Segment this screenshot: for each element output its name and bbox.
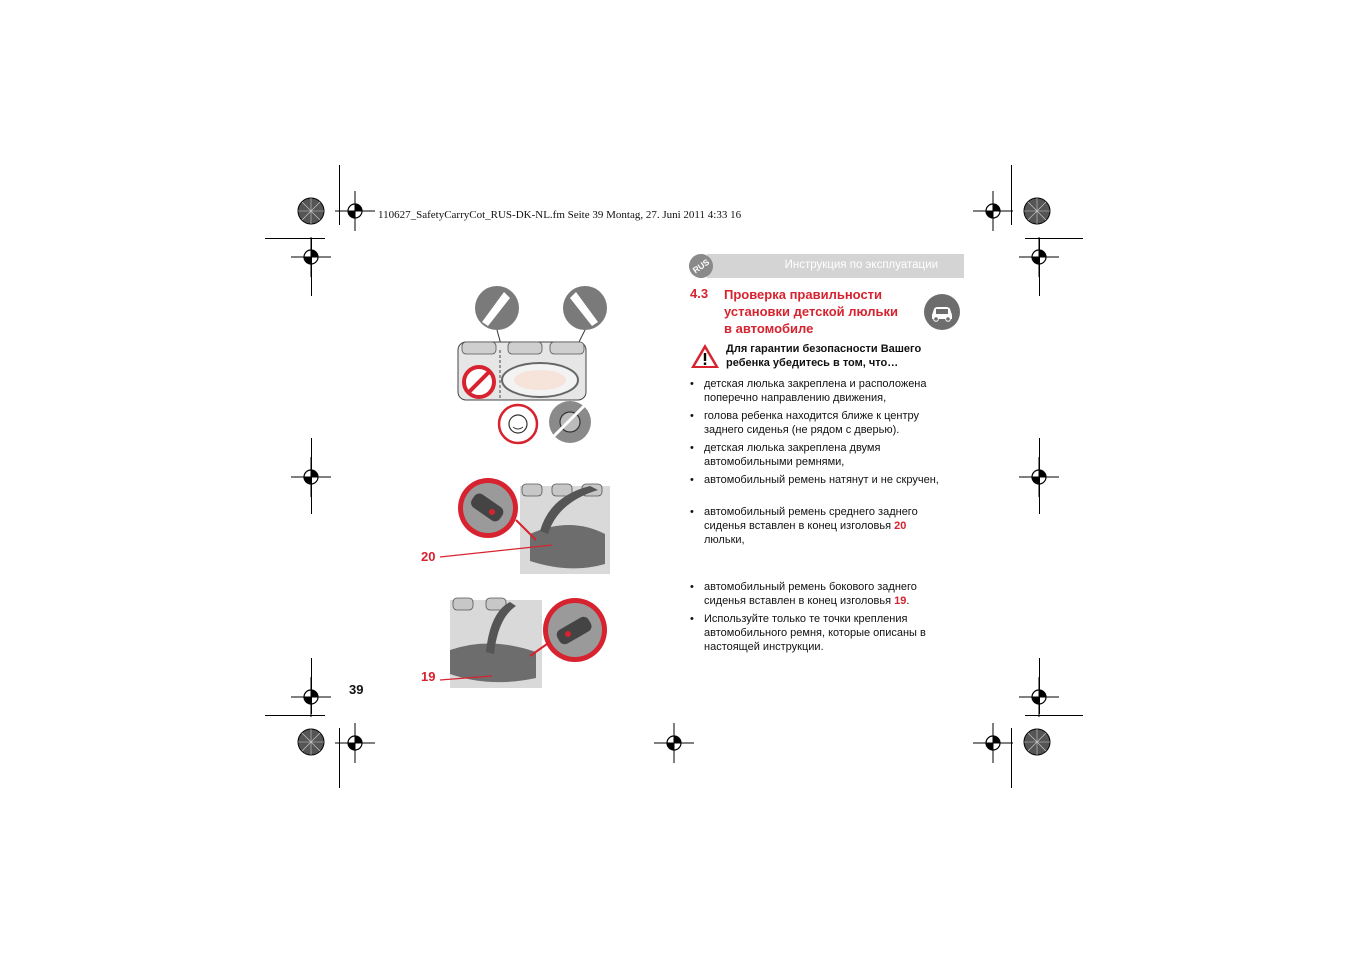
list-item-line: заднего сиденья (не рядом с дверью). xyxy=(704,424,900,436)
list-item-text: сиденья вставлен в конец изголовья xyxy=(704,520,895,532)
bullet-marker: • xyxy=(690,506,694,518)
list-item-line: голова ребенка находится ближе к центру xyxy=(704,410,920,422)
section-title-line: в автомобиле xyxy=(724,321,814,336)
running-header xyxy=(707,254,964,278)
list-item-line: люльки, xyxy=(704,534,745,546)
list-item-line: автомобильного ремня, которые описаны в xyxy=(704,627,926,639)
language-badge: RUS xyxy=(684,249,717,282)
page-number: 39 xyxy=(349,682,364,697)
warning-line: Для гарантии безопасности Вашего xyxy=(726,343,922,355)
list-item xyxy=(690,505,960,547)
list-item-line: детская люлька закреплена и расположена xyxy=(704,378,927,390)
list-item-line: Используйте только те точки крепления xyxy=(704,613,908,625)
car-icon xyxy=(924,294,960,330)
callout-label-19: 19 xyxy=(421,669,436,684)
warning-line: ребенка убедитесь в том, что… xyxy=(726,357,899,369)
list-item-line xyxy=(704,519,960,533)
list-item xyxy=(690,441,960,469)
warning-text xyxy=(726,342,956,370)
part-reference-20: 20 xyxy=(894,520,907,532)
rear-seat-orientation-illustration xyxy=(452,284,612,449)
list-item-line: детская люлька закреплена двумя xyxy=(704,442,881,454)
part-reference-19: 19 xyxy=(894,595,907,607)
list-item xyxy=(690,473,960,487)
section-title-line: установки детской люльки xyxy=(724,304,899,319)
list-item-line xyxy=(704,594,960,608)
list-item-line: автомобильный ремень натянут и не скручен, xyxy=(704,474,939,486)
bullet-marker: • xyxy=(690,378,694,390)
bullet-marker: • xyxy=(690,410,694,422)
list-item-line: автомобильный ремень бокового заднего xyxy=(704,581,917,593)
section-number: 4.3 xyxy=(690,286,709,301)
list-item-line: настоящей инструкции. xyxy=(704,641,824,653)
list-item-line: поперечно направлению движения, xyxy=(704,392,887,404)
list-item xyxy=(690,612,960,654)
list-item-line: автомобильными ремнями, xyxy=(704,456,845,468)
warning-icon xyxy=(690,343,720,374)
file-info-line: 110627_SafetyCarryCot_RUS-DK-NL.fm Seite 39 Montag, 27. Juni 2011 4:33 16 xyxy=(378,209,742,221)
bullet-marker: • xyxy=(690,613,694,625)
list-item-line: автомобильный ремень среднего заднего xyxy=(704,506,918,518)
callout-line-19 xyxy=(440,674,500,686)
header-title: Инструкция по эксплуатации xyxy=(784,259,938,271)
list-item xyxy=(690,580,960,608)
bullet-marker: • xyxy=(690,581,694,593)
callout-label-20: 20 xyxy=(421,549,436,564)
callout-line-20 xyxy=(440,543,560,563)
list-item xyxy=(690,377,960,405)
section-title xyxy=(724,286,924,337)
list-item-text: сиденья вставлен в конец изголовья xyxy=(704,595,895,607)
section-title-line: Проверка правильности xyxy=(724,287,883,302)
list-item-text: . xyxy=(906,595,910,607)
bullet-marker: • xyxy=(690,442,694,454)
bullet-marker: • xyxy=(690,474,694,486)
list-item xyxy=(690,409,960,437)
